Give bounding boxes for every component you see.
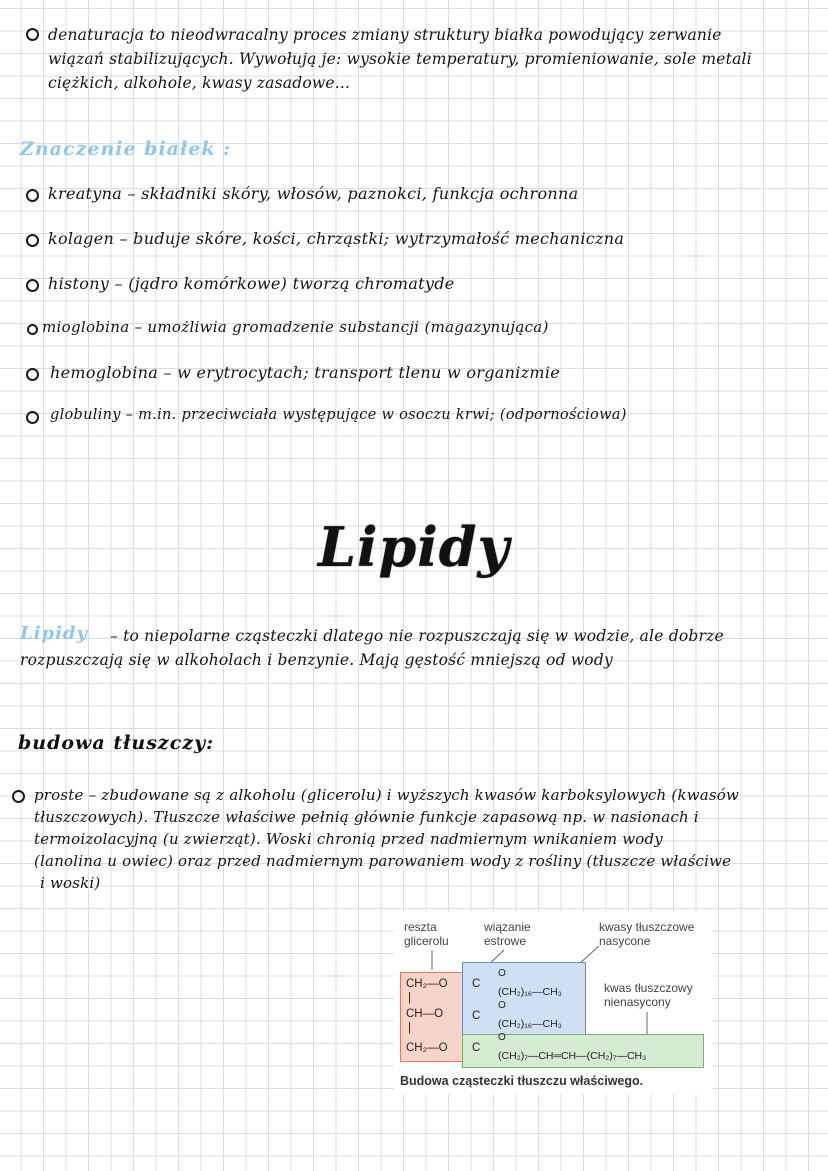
carbonyl-oxygen: O [498, 1000, 506, 1011]
page-title: Lipidy [318, 515, 510, 579]
diagram-caption: Budowa cząsteczki tłuszczu właściwego. [400, 1074, 644, 1088]
bullet-icon [26, 234, 39, 247]
glycerol-row: CH₂—O [406, 1042, 448, 1054]
glycerol-bond: | [408, 992, 411, 1004]
list-item: kolagen – buduje skóre, kości, chrząstki; wytrzymałość mechaniczna [48, 229, 625, 248]
bullet-icon [26, 411, 39, 424]
fat-structure-heading: budowa tłuszczy: [18, 732, 215, 754]
ester-bond-label: wiązanie estrowe [484, 920, 531, 948]
carbonyl-carbon: C [472, 1010, 481, 1022]
denaturation-line: wiązań stabilizujących. Wywołują je: wysokie temperatury, promieniowanie, sole metali [48, 50, 752, 68]
glycerol-row: CH—O [406, 1008, 444, 1020]
glycerol-label: reszta glicerolu [404, 920, 449, 948]
fat-structure-line: (lanolina u owiec) oraz przed nadmiernym parowaniem wody z rośliny (tłuszcze właściwe [34, 852, 732, 870]
bullet-icon [26, 189, 39, 202]
saturated-acids-label: kwasy tłuszczowe nasycone [599, 920, 695, 948]
fatty-acid-chain: (CH₂)₁₆—CH₃ [498, 986, 562, 998]
fat-structure-line: proste – zbudowane są z alkoholu (glicerolu) i wyższych kwasów karboksylowych (kwasów [34, 786, 740, 804]
carbonyl-oxygen: O [498, 968, 506, 979]
fatty-acid-chain: (CH₂)₁₆—CH₃ [498, 1018, 562, 1030]
fatty-acid-chain: (CH₂)₇—CH═CH—(CH₂)₇—CH₃ [498, 1050, 647, 1062]
list-item: kreatyna – składniki skóry, włosów, paznokci, funkcja ochronna [48, 184, 579, 203]
glycerol-bond: | [408, 1022, 411, 1034]
fat-structure-line: i woski) [40, 874, 101, 892]
list-item: histony – (jądro komórkowe) tworzą chromatyde [48, 274, 455, 293]
unsaturated-acid-label: kwas tłuszczowy nienasycony [604, 981, 693, 1009]
glycerol-row: CH₂—O [406, 978, 448, 990]
lipids-definition-line: – to niepolarne cząsteczki dlatego nie rozpuszczają się w wodzie, ale dobrze [110, 627, 724, 645]
lipids-definition-line: rozpuszczają się w alkoholach i benzynie. Mają gęstość mniejszą od wody [20, 651, 613, 669]
bullet-icon [26, 279, 39, 292]
fat-molecule-diagram [394, 912, 712, 1094]
lipids-term: Lipidy [20, 623, 88, 644]
list-item: hemoglobina – w erytrocytach; transport tlenu w organizmie [50, 363, 561, 382]
list-item: mioglobina – umożliwia gromadzenie substancji (magazynująca) [42, 318, 549, 336]
carbonyl-carbon: C [472, 978, 481, 990]
carbonyl-carbon: C [472, 1042, 481, 1054]
significance-heading: Znaczenie białek : [20, 138, 232, 160]
carbonyl-oxygen: O [498, 1032, 506, 1043]
fat-structure-line: termoizolacyjną (u zwierząt). Woski chronią przed nadmiernym wnikaniem wody [34, 830, 663, 848]
fat-structure-line: tłuszczowych). Tłuszcze właściwe pełnią głównie funkcje zapasową np. w nasionach i [34, 808, 699, 826]
list-item: globuliny – m.in. przeciwciała występujące w osoczu krwi; (odpornościowa) [50, 407, 627, 423]
bullet-icon [12, 790, 25, 803]
denaturation-line: denaturacja to nieodwracalny proces zmiany struktury białka powodujący zerwanie [48, 26, 722, 44]
bullet-icon [26, 28, 39, 41]
bullet-icon [26, 368, 39, 381]
denaturation-line: ciężkich, alkohole, kwasy zasadowe... [48, 74, 351, 92]
bullet-icon [27, 324, 38, 335]
